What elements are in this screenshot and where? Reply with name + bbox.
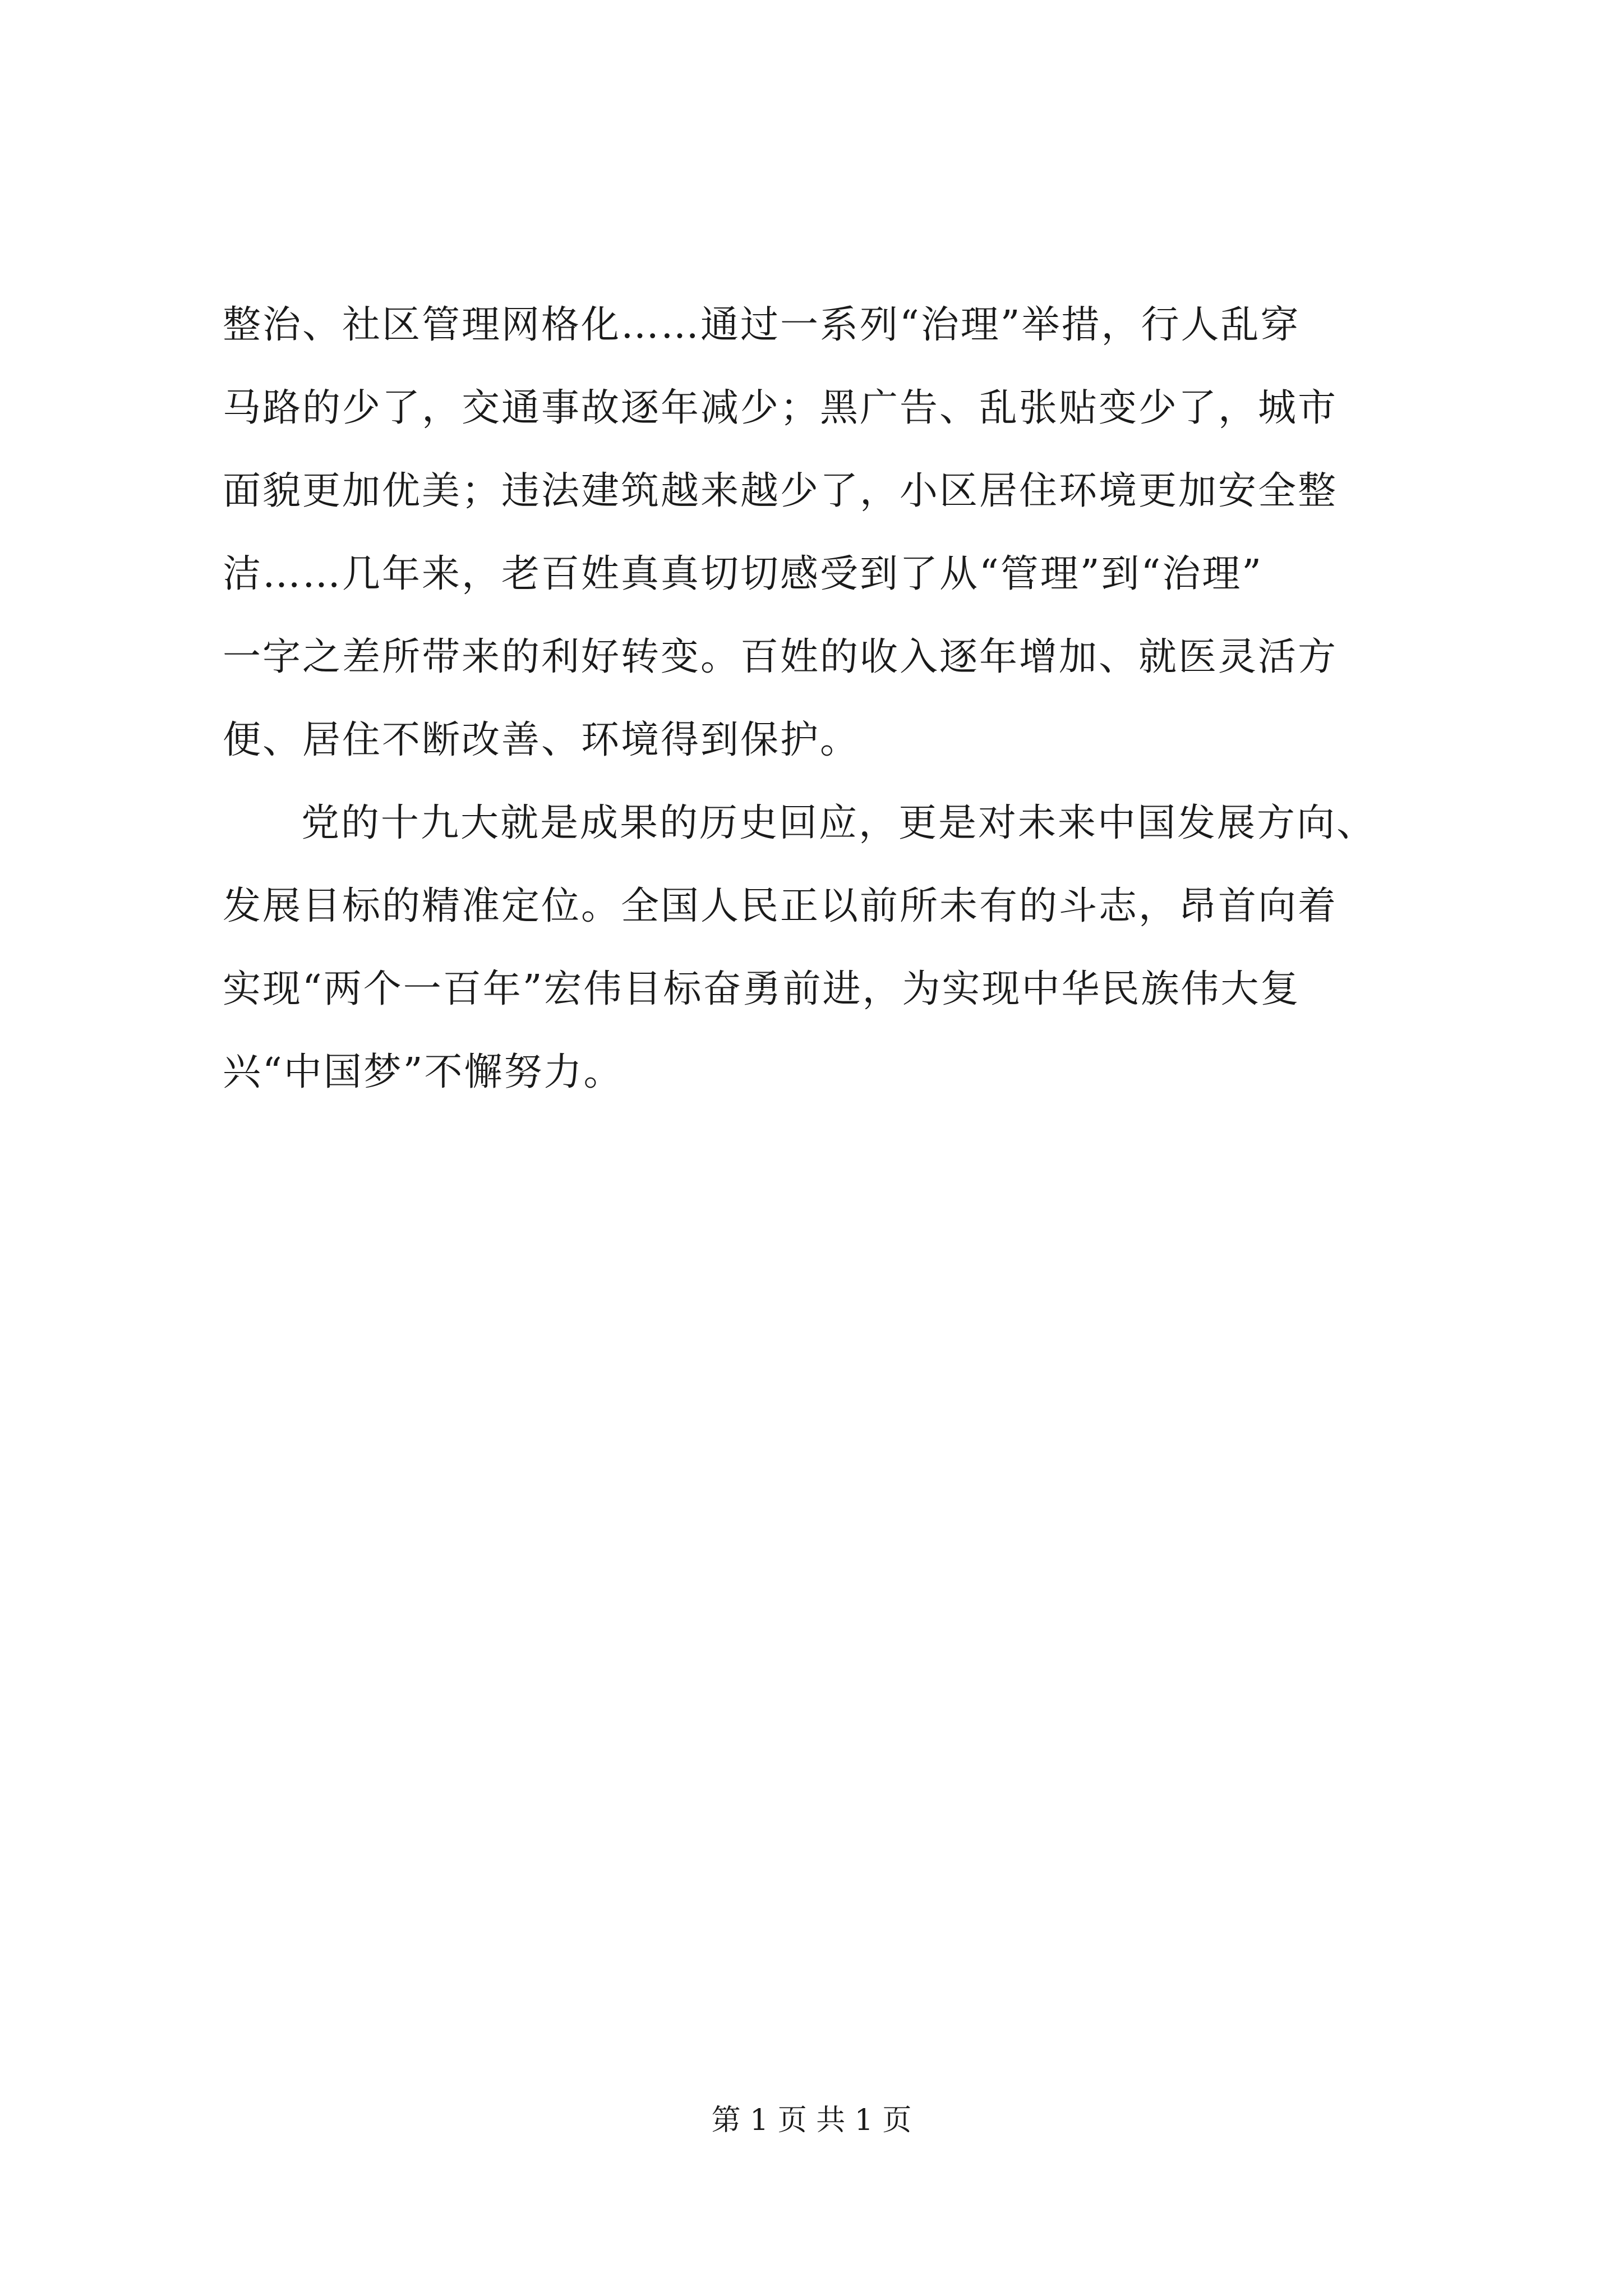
paragraph-line: 洁……几年来，老百姓真真切切感受到了从“管理”到“治理”	[223, 552, 1264, 596]
paragraph-line: 整治、社区管理网格化……通过一系列“治理”举措，行人乱穿	[223, 303, 1301, 347]
paragraph-line: 便、居住不断改善、环境得到保护。	[223, 718, 860, 762]
page-number-footer: 第 1 页 共 1 页	[711, 2104, 912, 2137]
document-body	[223, 284, 1428, 1114]
paragraph-line: 面貌更加优美；违法建筑越来越少了，小区居住环境更加安全整	[223, 469, 1338, 513]
paragraph-line: 实现“两个一百年”宏伟目标奋勇前进，为实现中华民族伟大复	[223, 967, 1301, 1011]
paragraph-line: 马路的少了，交通事故逐年减少；黑广告、乱张贴变少了，城市	[223, 386, 1338, 430]
paragraph-line: 一字之差所带来的利好转变。百姓的收入逐年增加、就医灵活方	[223, 635, 1338, 679]
paragraph-line: 兴“中国梦”不懈努力。	[223, 1050, 624, 1094]
paragraph-line: 发展目标的精准定位。全国人民正以前所未有的斗志，昂首向着	[223, 884, 1338, 928]
paragraph-2	[223, 782, 1428, 1114]
paragraph-1	[223, 284, 1428, 782]
paragraph-line: 党的十九大就是成果的历史回应，更是对未来中国发展方向、	[301, 801, 1377, 845]
